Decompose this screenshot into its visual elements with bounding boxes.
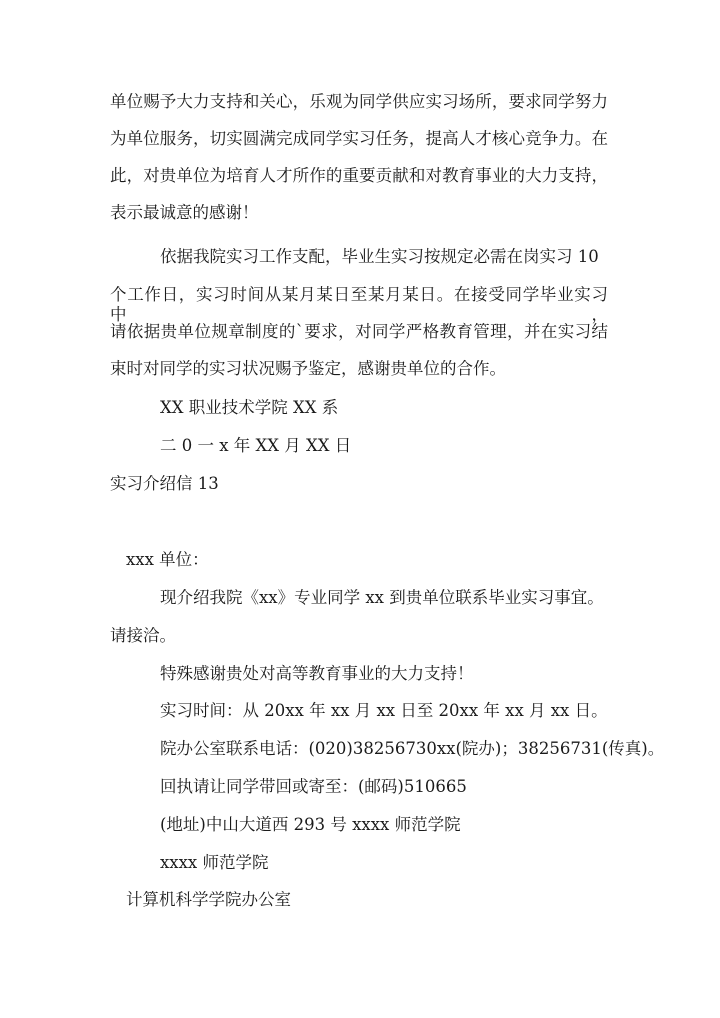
paragraph-line: 个工作日，实习时间从某月某日至某月某日。在接受同学毕业实习中，: [110, 285, 608, 324]
paragraph-line: 请依据贵单位规章制度的`要求，对同学严格教育管理，并在实习结: [110, 322, 608, 341]
signature-date: 二 0 一 x 年 XX 月 XX 日: [160, 436, 352, 455]
letter-intro-continued: 请接洽。: [110, 626, 176, 645]
letter-intro: 现介绍我院《xx》专业同学 xx 到贵单位联系毕业实习事宜。: [160, 588, 604, 607]
letter-thanks: 特殊感谢贵处对高等教育事业的大力支持！: [160, 664, 474, 683]
paragraph-line: 依据我院实习工作支配，毕业生实习按规定必需在岗实习 10: [160, 247, 599, 266]
paragraph-line: 为单位服务，切实圆满完成同学实习任务，提高人才核心竞争力。在: [110, 129, 608, 148]
letter-salutation: xxx 单位：: [126, 550, 209, 569]
return-postcode: 回执请让同学带回或寄至：(邮码)510665: [160, 777, 467, 796]
internship-period: 实习时间：从 20xx 年 xx 月 xx 日至 20xx 年 xx 月 xx 日。: [160, 701, 608, 720]
school-address: (地址)中山大道西 293 号 xxxx 师范学院: [160, 815, 461, 834]
paragraph-line: 此，对贵单位为培育人才所作的重要贡献和对教育事业的大力支持，: [110, 166, 608, 185]
signature-organization: XX 职业技术学院 XX 系: [160, 398, 339, 417]
paragraph-line: 单位赐予大力支持和关心，乐观为同学供应实习场所，要求同学努力: [110, 92, 608, 111]
section-title: 实习介绍信 13: [110, 474, 219, 493]
office-phone: 院办公室联系电话：(020)38256730xx(院办)；38256731(传真)。: [160, 739, 665, 758]
office-name: 计算机科学学院办公室: [126, 890, 291, 909]
paragraph-line: 束时对同学的实习状况赐予鉴定，感谢贵单位的合作。: [110, 359, 506, 378]
school-name: xxxx 师范学院: [160, 853, 269, 872]
paragraph-line: 表示最诚意的感谢！: [110, 203, 259, 222]
